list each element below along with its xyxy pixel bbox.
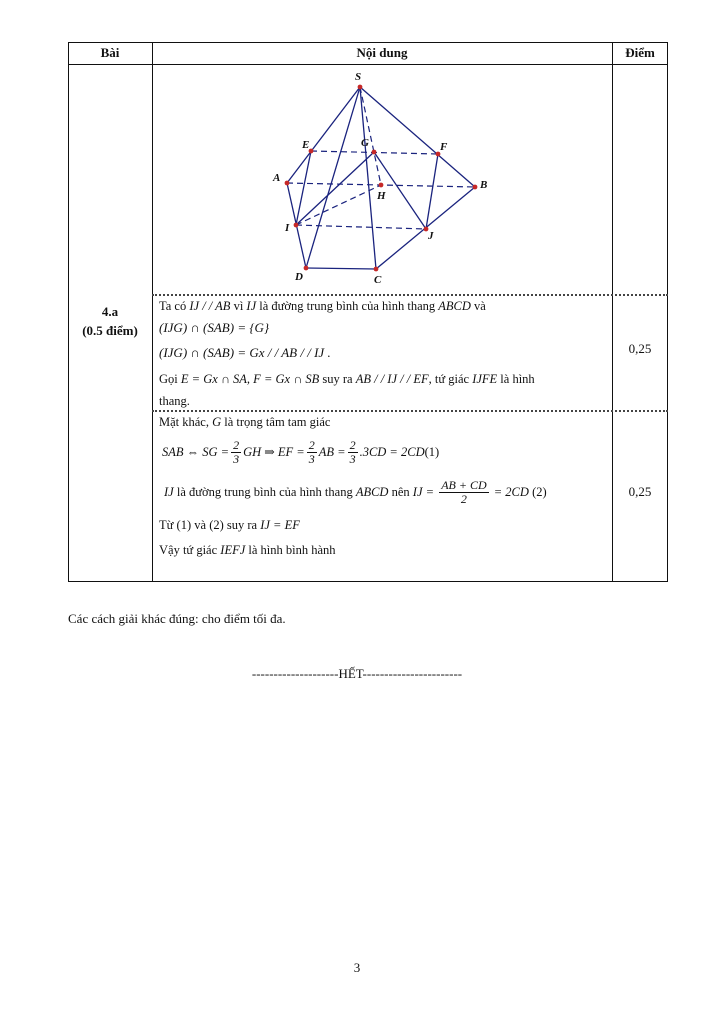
row2-line1	[159, 414, 330, 430]
column-divider-1	[152, 42, 153, 582]
text: là trọng tâm tam giác	[221, 415, 331, 429]
point-label-b: B	[480, 179, 488, 191]
math: IEFJ	[220, 543, 246, 557]
row1-line4	[159, 371, 535, 387]
text: suy ra	[319, 372, 356, 386]
math: SAB ⇔ SG =	[162, 445, 230, 459]
row2-line5	[159, 542, 336, 558]
text: và	[191, 518, 210, 532]
text: và	[470, 299, 486, 313]
point-label-e: E	[302, 139, 310, 151]
point-label-f: F	[440, 141, 448, 153]
row1-line2: (IJG) ∩ (SAB) = {G}	[159, 320, 270, 335]
numerator: AB + CD	[441, 477, 487, 492]
row2-line4	[159, 517, 300, 533]
row2-line3	[164, 474, 547, 510]
math: ABCD	[438, 299, 471, 313]
numerator: 2	[233, 437, 240, 452]
exercise-label	[68, 302, 152, 340]
equation-tag: (2)	[528, 485, 547, 499]
column-divider-2	[612, 42, 613, 582]
text: vì	[230, 299, 247, 313]
fraction	[307, 439, 317, 466]
math: .3CD = 2CD	[359, 445, 425, 459]
math: (1)	[176, 518, 192, 532]
pyramid-figure	[258, 72, 518, 292]
math: IJ / / AB	[189, 299, 231, 313]
denominator: 3	[233, 451, 240, 466]
header-divider	[68, 64, 668, 65]
text: Vậy tứ giác	[159, 543, 221, 557]
math: IJ =	[412, 485, 438, 499]
text: suy ra	[223, 518, 261, 532]
header-bai: Bài	[100, 45, 120, 60]
header-noi-dung: Nội dung	[356, 45, 408, 60]
math: (2)	[209, 518, 224, 532]
math: IJ	[164, 485, 174, 499]
text: Mặt khác,	[159, 415, 213, 429]
row-divider-2	[152, 410, 668, 412]
row1-line3: (IJG) ∩ (SAB) = Gx / / AB / / IJ .	[159, 345, 331, 360]
row2-score: 0,25	[628, 484, 652, 499]
text: là đường trung bình của hình thang	[256, 299, 439, 313]
exercise-points: (0.5 điểm)	[82, 323, 138, 338]
page-number: 3	[353, 960, 361, 975]
math: AB =	[318, 445, 346, 459]
numerator: 2	[349, 437, 356, 452]
header-diem: Điểm	[625, 45, 655, 60]
fraction	[348, 439, 358, 466]
footer-note: Các cách giải khác đúng: cho điểm tối đa.	[68, 611, 286, 626]
math: IJ	[246, 299, 257, 313]
point-label-c: C	[374, 274, 382, 286]
fraction	[439, 479, 488, 506]
row1-score: 0,25	[628, 341, 652, 356]
row1-line5: thang.	[159, 394, 190, 408]
math: ABCD	[355, 485, 389, 499]
table-border-right	[667, 42, 668, 582]
point-label-j: J	[428, 230, 434, 242]
point-label-h: H	[377, 190, 386, 202]
text: Gọi	[159, 372, 181, 386]
math: GH ⇒ EF =	[243, 445, 305, 459]
math: G	[212, 415, 222, 429]
denominator: 2	[460, 491, 467, 506]
point-label-d: D	[295, 271, 303, 283]
row-divider-1	[152, 294, 668, 296]
numerator: 2	[308, 437, 315, 452]
text: Ta có	[159, 299, 190, 313]
point-label-s: S	[355, 72, 362, 83]
text: Từ	[159, 518, 177, 532]
denominator: 3	[308, 451, 315, 466]
point-label-i: I	[285, 222, 290, 234]
math: IJFE	[472, 372, 498, 386]
row2-equation-1	[162, 434, 439, 470]
math: AB / / IJ / / EF	[355, 372, 429, 386]
equation-tag: (1)	[424, 445, 440, 459]
answer-table	[68, 42, 668, 582]
text: , tứ giác	[428, 372, 473, 386]
fraction	[231, 439, 241, 466]
exercise-number: 4.a	[101, 304, 119, 319]
text: là đường trung bình của hình thang	[173, 485, 356, 499]
row1-line1	[159, 298, 486, 314]
math: E = Gx ∩ SA, F = Gx ∩ SB	[180, 372, 320, 386]
denominator: 3	[349, 451, 356, 466]
text: là hình bình hành	[245, 543, 336, 557]
table-border-bottom	[68, 581, 668, 582]
math: IJ = EF	[260, 518, 300, 532]
text: là hình	[497, 372, 535, 386]
math: = 2CD	[490, 485, 529, 499]
end-marker: --------------------HẾT-----------------------	[251, 666, 463, 681]
point-label-g: G	[361, 137, 369, 149]
text: nên	[388, 485, 413, 499]
point-label-a: A	[273, 172, 281, 184]
